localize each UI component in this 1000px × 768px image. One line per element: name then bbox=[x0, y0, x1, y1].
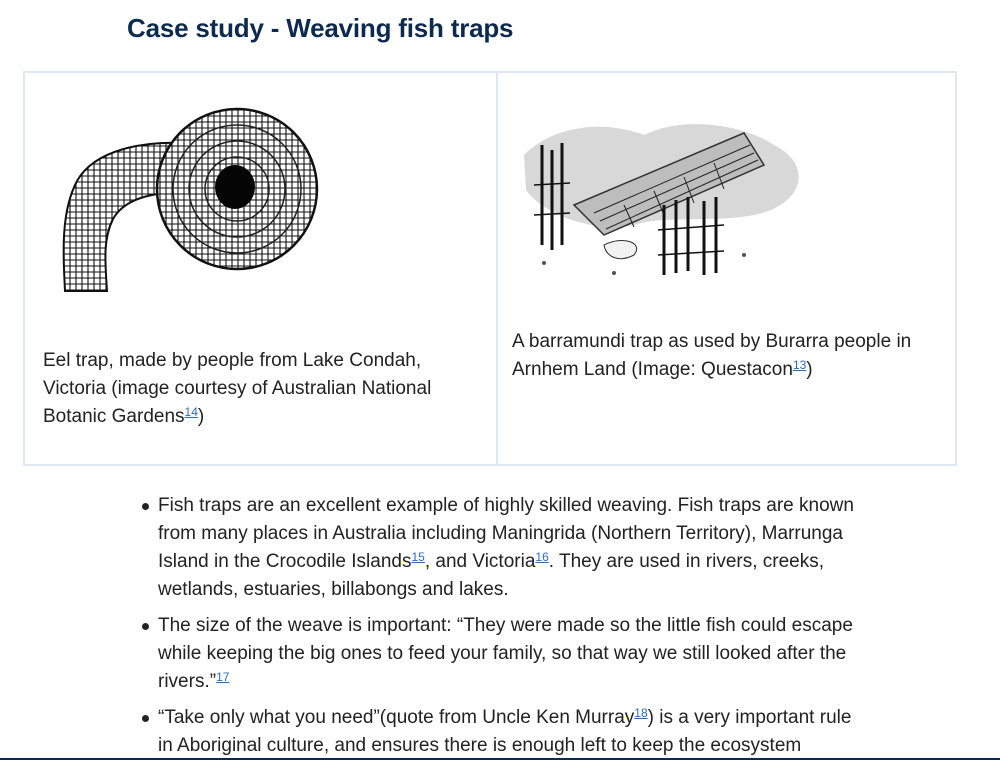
footnote-link-15[interactable]: 15 bbox=[411, 550, 425, 564]
barramundi-trap-image bbox=[514, 105, 814, 285]
list-item: “Take only what you need”(quote from Uncle Ken Murray$^{18}$) is a very important rule in Aboriginal culture, and ensures there is enough left to keep the ecosystem bbox=[158, 704, 868, 760]
barramundi-trap-caption: A barramundi trap as used by Burarra people in Arnhem Land (Image: Questacon$^{13}$) bbox=[512, 331, 912, 380]
list-item: The size of the weave is important: “They were made so the little fish could escape while keeping the big ones to feed your family, so that way we still looked after the rivers.”$^{17}$ bbox=[158, 612, 868, 696]
footnote-link-14[interactable]: 14 bbox=[184, 405, 198, 419]
figure-cell-barramundi-trap bbox=[498, 73, 955, 464]
list-item: Fish traps are an excellent example of highly skilled weaving. Fish traps are known from many places in Australia including Maningrida (Northern Territory), Marrunga Island in the Crocodile Islands$^{15}$, and Victoria$^{16}$. They are used in rivers, creeks, wetlands, estuaries, billabongs and lakes. bbox=[158, 492, 868, 604]
bullet-icon bbox=[142, 503, 149, 510]
bullet-icon bbox=[142, 623, 149, 630]
page-title: Case study - Weaving fish traps bbox=[127, 13, 514, 43]
footnote-link-13[interactable]: 13 bbox=[792, 358, 807, 372]
footnote-link-16[interactable]: 16 bbox=[535, 550, 549, 564]
bullet-list bbox=[158, 492, 868, 768]
eel-trap-image bbox=[55, 101, 345, 301]
eel-trap-caption: Eel trap, made by people from Lake Condah, Victoria (image courtesy of Australian National Botanic Gardens$^{14}$) bbox=[43, 350, 432, 427]
figure-cell-eel-trap bbox=[25, 73, 498, 464]
footnote-link-18[interactable]: 18 bbox=[634, 706, 648, 720]
bullet-icon bbox=[142, 715, 149, 722]
figure-table bbox=[23, 71, 957, 466]
footnote-link-17[interactable]: 17 bbox=[216, 670, 230, 684]
